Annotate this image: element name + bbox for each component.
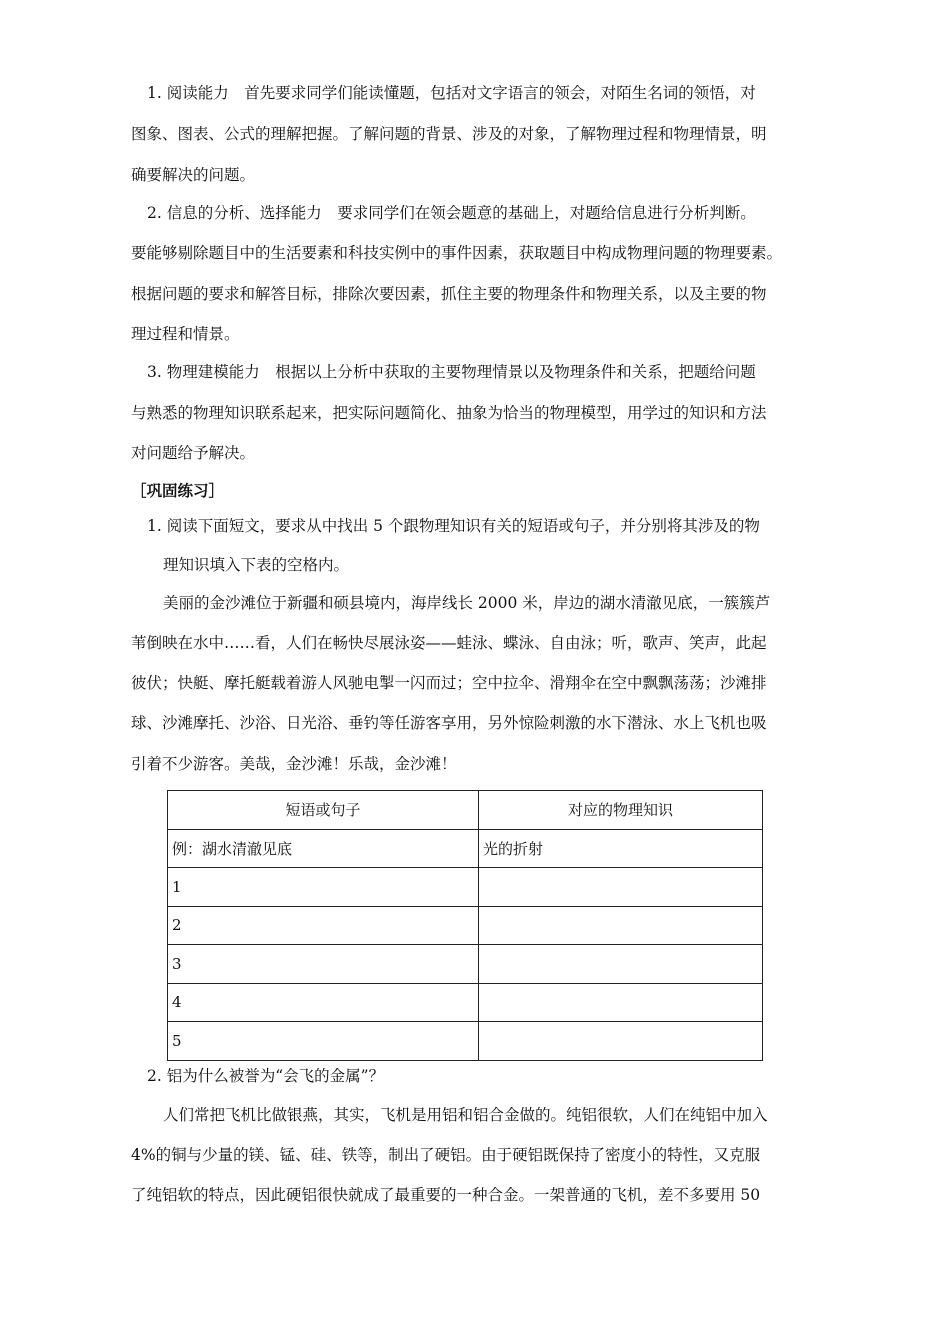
table-row xyxy=(168,906,763,945)
passage-line: 美丽的金沙滩位于新疆和硕县境内，海岸线长 2000 米，岸边的湖水清澈见底，一簇簇芦 xyxy=(163,594,771,612)
table-row xyxy=(168,945,763,984)
table-cell: 1 xyxy=(168,868,479,907)
paragraph-line: 对问题给予解决。 xyxy=(131,444,256,462)
table-cell: 5 xyxy=(168,1022,479,1061)
table-cell xyxy=(479,1022,763,1061)
table-row xyxy=(168,868,763,907)
paragraph-line: 与熟悉的物理知识联系起来，把实际问题简化、抽象为恰当的物理模型，用学过的知识和方法 xyxy=(131,404,767,422)
table-row xyxy=(168,983,763,1022)
table-cell: 2 xyxy=(168,906,479,945)
table-cell: 4 xyxy=(168,983,479,1022)
table-header-cell: 对应的物理知识 xyxy=(479,791,763,830)
paragraph-line: 2. 信息的分析、选择能力 要求同学们在领会题意的基础上，对题给信息进行分析判断。 xyxy=(147,204,756,222)
question-line: 2. 铝为什么被誉为“会飞的金属”？ xyxy=(147,1067,385,1085)
paragraph-line: 理过程和情景。 xyxy=(131,325,240,343)
knowledge-table xyxy=(167,790,763,1061)
table-cell: 光的折射 xyxy=(479,829,763,868)
table-header-row xyxy=(168,791,763,830)
passage-line: 引着不少游客。美哉，金沙滩！乐哉，金沙滩！ xyxy=(131,755,457,773)
paragraph-line: 要能够剔除题目中的生活要素和科技实例中的事件因素，获取题目中构成物理问题的物理要素。 xyxy=(131,244,783,262)
question-line: 理知识填入下表的空格内。 xyxy=(163,556,350,574)
table-cell: 3 xyxy=(168,945,479,984)
paragraph-line: 根据问题的要求和解答目标，排除次要因素，抓住主要的物理条件和物理关系，以及主要的物 xyxy=(131,285,767,303)
passage-line: 彼伏；快艇、摩托艇载着游人风驰电掣一闪而过；空中拉伞、滑翔伞在空中飘飘荡荡；沙滩排 xyxy=(131,674,767,692)
table-cell xyxy=(479,868,763,907)
passage-line: 了纯铝软的特点，因此硬铝很快就成了最重要的一种合金。一架普通的飞机，差不多要用 50 xyxy=(131,1186,761,1204)
passage-line: 人们常把飞机比做银燕，其实，飞机是用铝和铝合金做的。纯铝很软，人们在纯铝中加入 xyxy=(163,1106,768,1124)
table-cell xyxy=(479,945,763,984)
table-row xyxy=(168,829,763,868)
paragraph-line: 确要解决的问题。 xyxy=(131,166,256,184)
paragraph-line: 3. 物理建模能力 根据以上分析中获取的主要物理情景以及物理条件和关系，把题给问题 xyxy=(147,363,756,381)
table-row xyxy=(168,1022,763,1061)
section-heading: ［巩固练习］ xyxy=(131,482,225,500)
paragraph-line: 图象、图表、公式的理解把握。了解问题的背景、涉及的对象，了解物理过程和物理情景，明 xyxy=(131,125,767,143)
table-cell xyxy=(479,983,763,1022)
passage-line: 苇倒映在水中……看，人们在畅快尽展泳姿——蛙泳、蝶泳、自由泳；听，歌声、笑声，此起 xyxy=(131,634,767,652)
paragraph-line: 1. 阅读能力 首先要求同学们能读懂题，包括对文字语言的领会，对陌生名词的领悟，对 xyxy=(147,84,756,102)
table-header-cell: 短语或句子 xyxy=(168,791,479,830)
passage-line: 球、沙滩摩托、沙浴、日光浴、垂钓等任游客享用，另外惊险刺激的水下潜泳、水上飞机也吸 xyxy=(131,714,767,732)
question-line: 1. 阅读下面短文，要求从中找出 5 个跟物理知识有关的短语或句子，并分别将其涉及的物 xyxy=(147,517,760,535)
table-cell xyxy=(479,906,763,945)
passage-line: 4%的铜与少量的镁、锰、硅、铁等，制出了硬铝。由于硬铝既保持了密度小的特性，又克服 xyxy=(131,1146,761,1164)
table-cell: 例：湖水清澈见底 xyxy=(168,829,479,868)
